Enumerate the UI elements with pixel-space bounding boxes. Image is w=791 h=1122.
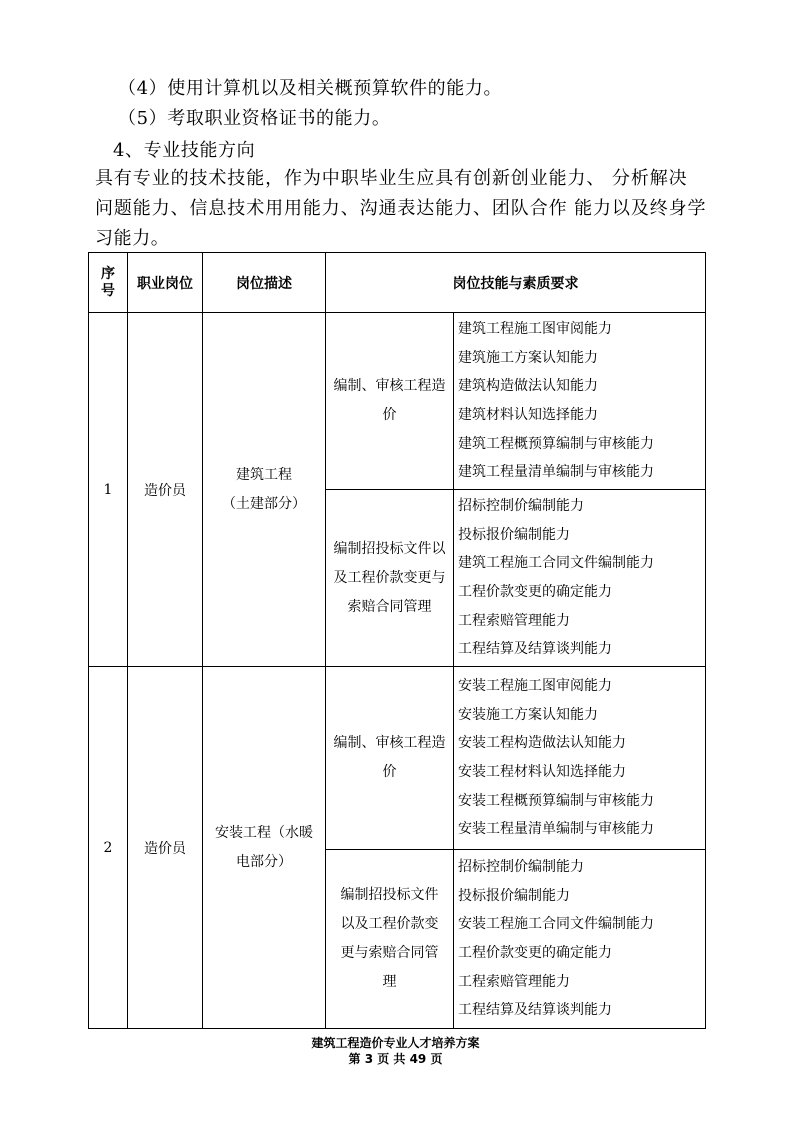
skill-item: 投标报价编制能力 bbox=[458, 887, 570, 904]
footer-page-number: 第 3 页 共 49 页 bbox=[348, 1052, 443, 1066]
paragraph-line: 习能力。 bbox=[95, 228, 170, 249]
skill-item: 建筑构造做法认知能力 bbox=[458, 378, 598, 395]
skill-item: 建筑工程量清单编制与审核能力 bbox=[458, 464, 654, 481]
row-seq: 2 bbox=[89, 667, 128, 1029]
section-heading: 4、专业技能方向 bbox=[113, 140, 256, 161]
skills-cell bbox=[454, 850, 706, 1029]
skill-item: 建筑工程施工合同文件编制能力 bbox=[458, 555, 654, 572]
paragraph-line: （5）考取职业资格证书的能力。 bbox=[118, 108, 391, 129]
skill-item: 安装工程材料认知选择能力 bbox=[458, 764, 626, 780]
skill-item: 工程索赔管理能力 bbox=[458, 612, 570, 629]
header-seq bbox=[89, 253, 128, 313]
skill-item: 安装施工方案认知能力 bbox=[458, 706, 598, 723]
task-cell bbox=[326, 490, 454, 667]
description-line: 建筑工程 bbox=[236, 466, 292, 483]
task-line: 更与索赔合同管 bbox=[340, 945, 439, 961]
skill-item: 安装工程施工图审阅能力 bbox=[458, 677, 612, 694]
skill-item: 投标报价编制能力 bbox=[458, 526, 570, 543]
row-seq: 1 bbox=[89, 313, 128, 667]
skills-cell bbox=[454, 490, 706, 667]
table-row bbox=[89, 313, 706, 490]
skill-item: 工程索赔管理能力 bbox=[458, 973, 570, 990]
task-line: 编制、审核工程造 bbox=[333, 378, 446, 394]
header-description: 岗位描述 bbox=[203, 253, 326, 313]
skill-item: 安装工程量清单编制与审核能力 bbox=[458, 821, 654, 838]
skill-item: 工程价款变更的确定能力 bbox=[458, 584, 612, 600]
table-header-row bbox=[89, 253, 706, 313]
skill-item: 工程结算及结算谈判能力 bbox=[458, 641, 612, 658]
skill-item: 安装工程概预算编制与审核能力 bbox=[458, 792, 654, 809]
skill-item: 招标控制价编制能力 bbox=[458, 497, 584, 514]
paragraph-line: （4）使用计算机以及相关概预算软件的能力。 bbox=[118, 78, 503, 99]
task-line: 编制、审核工程造 bbox=[333, 735, 446, 751]
skill-item: 安装工程构造做法认知能力 bbox=[458, 735, 626, 752]
task-cell bbox=[326, 667, 454, 850]
description-line: 电部分） bbox=[236, 853, 292, 870]
row-position: 造价员 bbox=[128, 313, 203, 667]
header-requirements: 岗位技能与素质要求 bbox=[326, 253, 706, 313]
table-row bbox=[89, 667, 706, 850]
task-line: 价 bbox=[382, 764, 397, 780]
header-seq-line: 序 bbox=[101, 265, 115, 282]
row-description bbox=[203, 313, 326, 667]
header-position: 职业岗位 bbox=[128, 253, 203, 313]
skills-cell bbox=[454, 667, 706, 850]
task-line: 价 bbox=[382, 407, 397, 423]
task-cell bbox=[326, 313, 454, 490]
row-description bbox=[203, 667, 326, 1029]
skill-item: 建筑工程施工图审阅能力 bbox=[458, 320, 612, 337]
task-line: 及工程价款变更与 bbox=[333, 569, 446, 586]
task-cell bbox=[326, 850, 454, 1029]
skill-item: 招标控制价编制能力 bbox=[458, 858, 584, 875]
skills-cell bbox=[454, 313, 706, 490]
skills-table bbox=[88, 252, 706, 1029]
skill-item: 建筑工程概预算编制与审核能力 bbox=[458, 435, 654, 452]
task-line: 理 bbox=[382, 974, 397, 990]
paragraph-line: 具有专业的技术技能，作为中职毕业生应具有创新创业能力、 分析解决 bbox=[95, 168, 688, 189]
skill-item: 安装工程施工合同文件编制能力 bbox=[458, 916, 654, 933]
footer-title: 建筑工程造价专业人才培养方案 bbox=[311, 1036, 480, 1050]
task-line: 以及工程价款变 bbox=[340, 916, 439, 932]
paragraph-line: 问题能力、信息技术用用能力、沟通表达能力、团队合作 能力以及终身学 bbox=[95, 198, 707, 219]
description-line: （土建部分） bbox=[222, 495, 306, 512]
skill-item: 建筑材料认知选择能力 bbox=[458, 407, 598, 423]
task-line: 编制招投标文件以 bbox=[333, 540, 446, 557]
header-seq-line: 号 bbox=[101, 282, 115, 299]
task-line: 编制招投标文件 bbox=[340, 887, 439, 903]
skill-item: 工程价款变更的确定能力 bbox=[458, 945, 612, 961]
description-line: 安装工程（水暖 bbox=[215, 824, 313, 841]
task-line: 索赔合同管理 bbox=[347, 598, 432, 615]
skill-item: 工程结算及结算谈判能力 bbox=[458, 1002, 612, 1019]
skill-item: 建筑施工方案认知能力 bbox=[458, 349, 598, 366]
row-position: 造价员 bbox=[128, 667, 203, 1029]
